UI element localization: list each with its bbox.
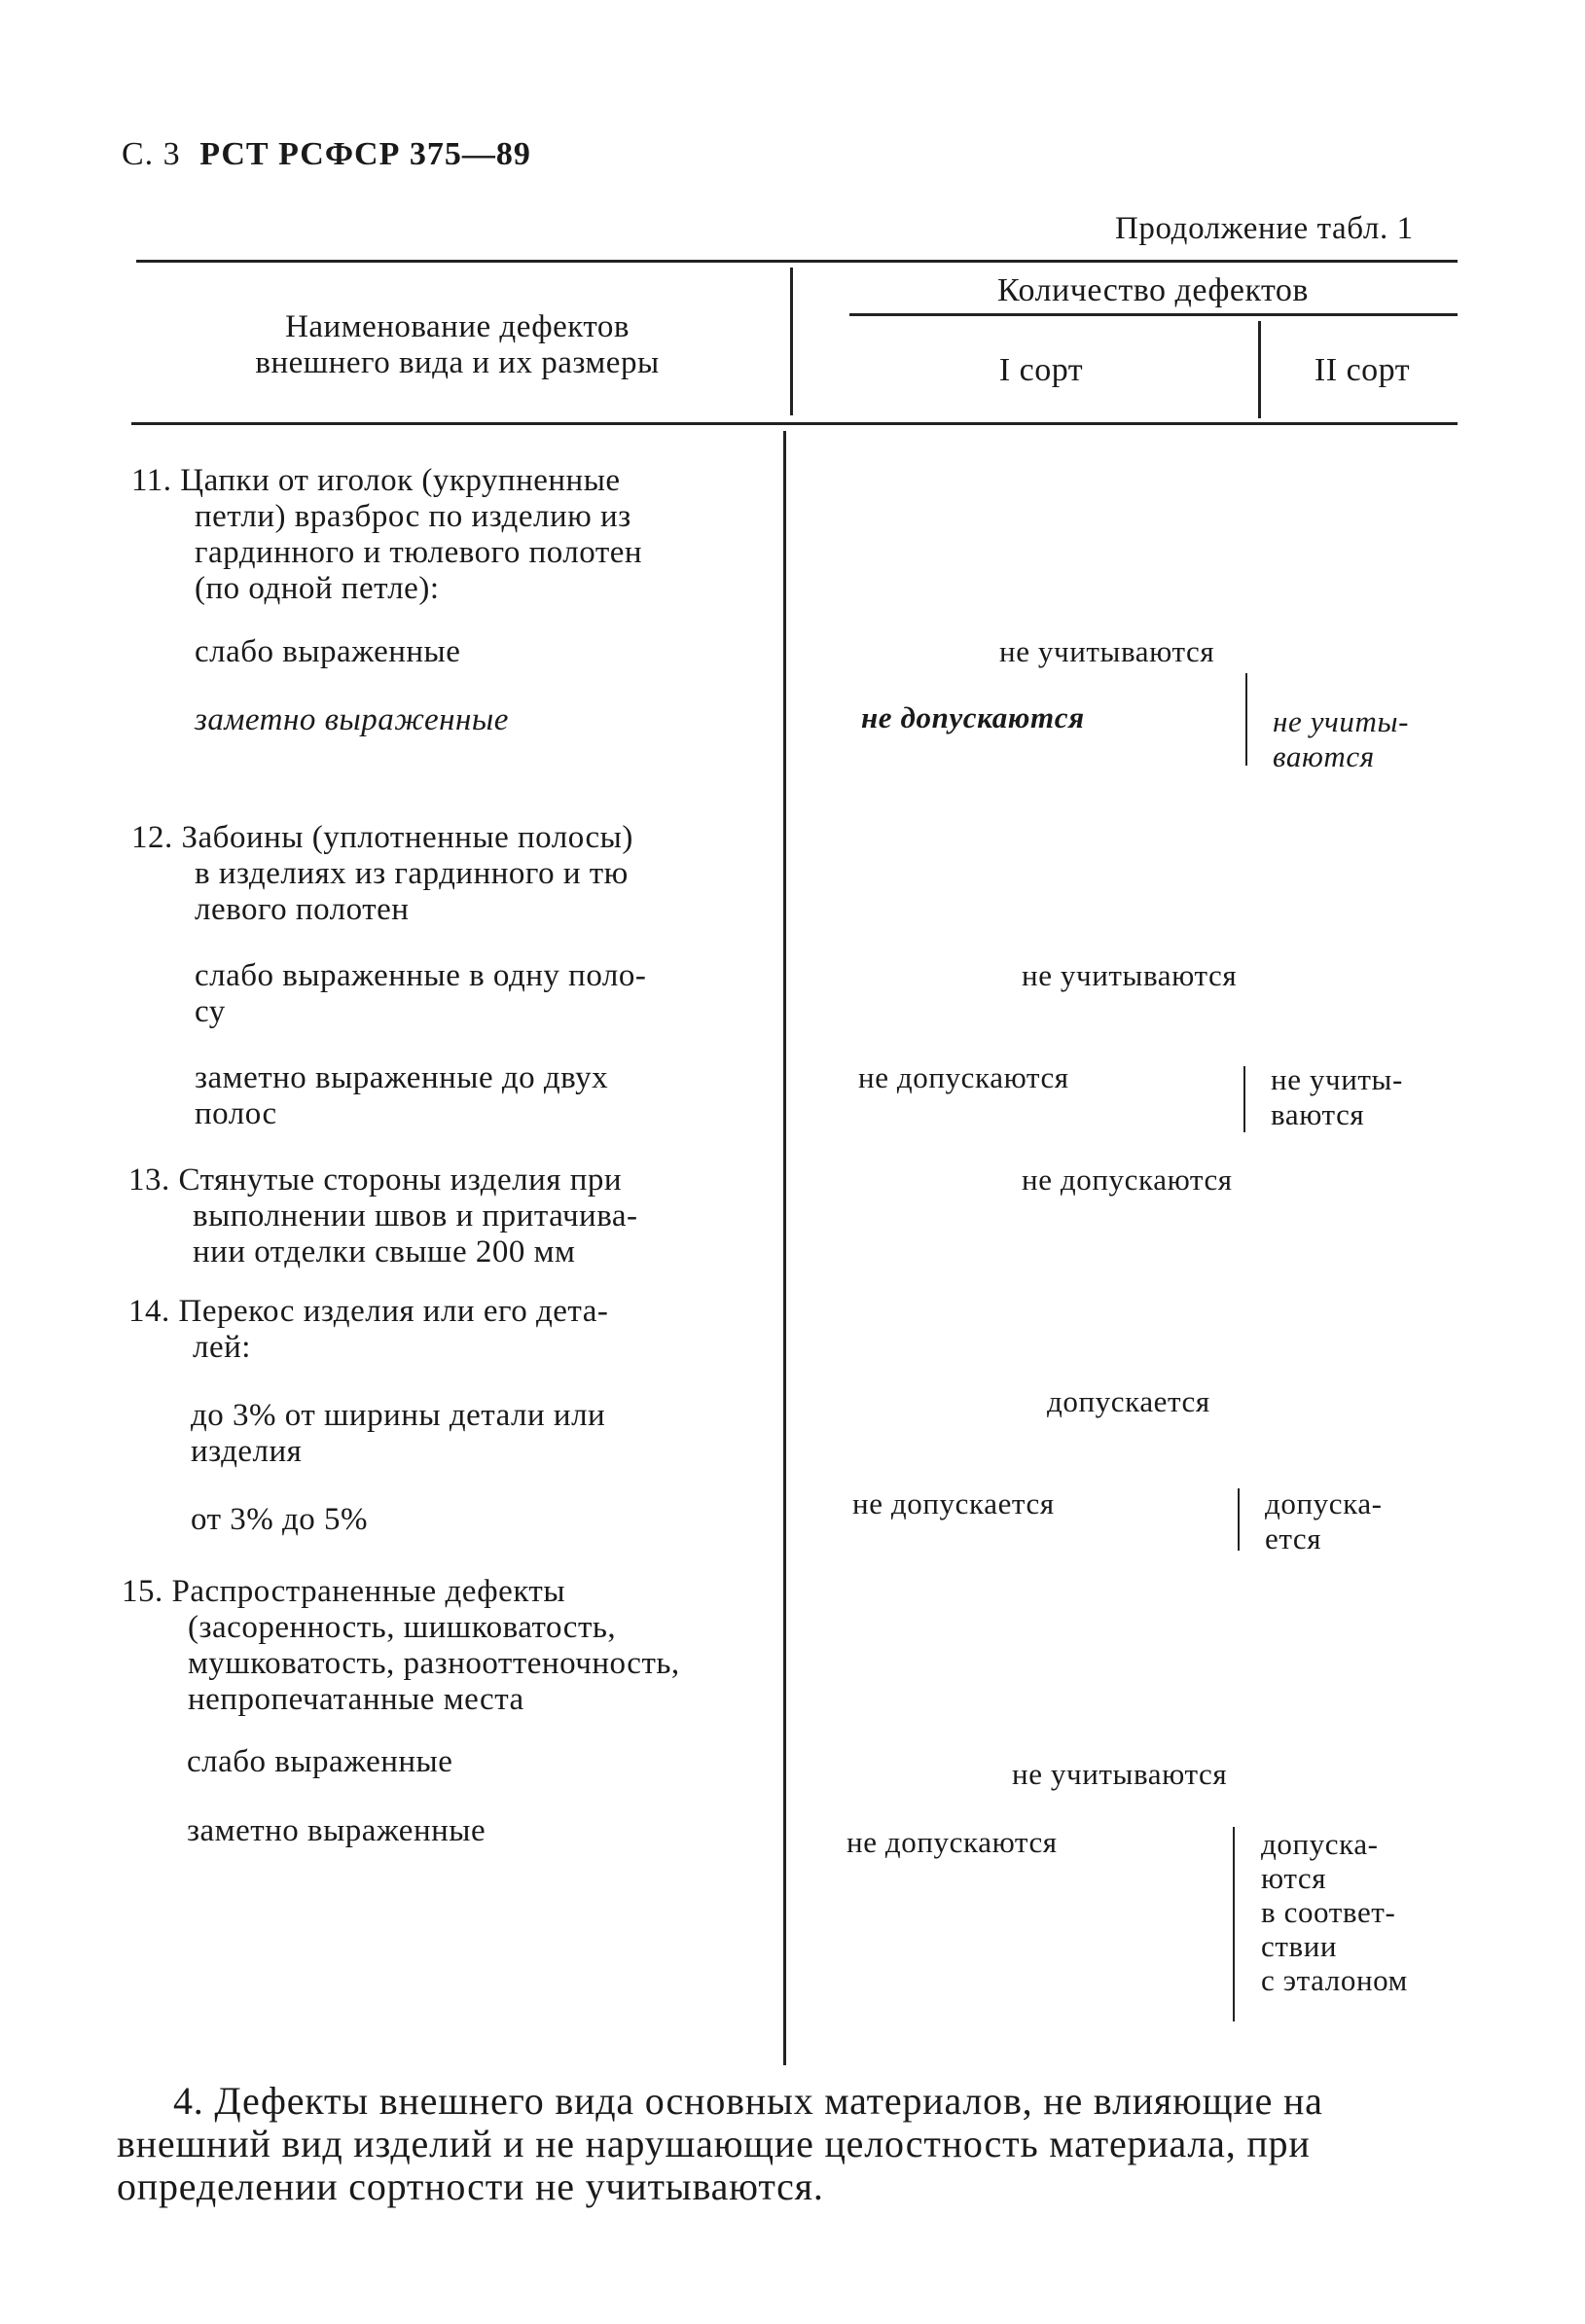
item-15-line-1: 15. Распространенные дефекты <box>122 1574 566 1609</box>
item-12-line-1: 12. Забоины (уплотненные полосы) <box>131 820 633 855</box>
header-bottom-rule <box>131 422 1458 425</box>
item-14a-line-2: изделия <box>191 1434 303 1469</box>
item-15b-grade-divider <box>1233 1827 1235 2021</box>
item-12b-value-grade1: не допускаются <box>858 1060 1069 1094</box>
item-13-title <box>128 1162 638 1270</box>
header-grade-divider <box>1258 321 1261 418</box>
item-14-line-2: лей: <box>193 1330 251 1365</box>
header-grade-2: II сорт <box>1314 352 1411 388</box>
item-13-value-both: не допускаются <box>1022 1162 1233 1197</box>
item-15b-grade2-line-3: в соответ- <box>1261 1895 1396 1929</box>
item-15-title <box>122 1574 680 1718</box>
header-grade-1: I сорт <box>998 352 1084 388</box>
item-14a-value-both: допускается <box>1047 1384 1210 1418</box>
header-column-divider <box>790 268 793 415</box>
item-11b-value-grade2 <box>1273 704 1409 774</box>
item-11b-grade2-line-2: ваются <box>1273 739 1375 773</box>
item-12b-line-1: заметно выраженные до двух <box>195 1060 609 1095</box>
item-14-line-1: 14. Перекос изделия или его дета- <box>128 1294 609 1329</box>
item-14a-label <box>191 1398 605 1470</box>
item-14b-grade2-line-1: допуска- <box>1265 1486 1383 1520</box>
item-14-title <box>128 1294 608 1366</box>
item-12-line-3: левого полотен <box>195 892 410 927</box>
paragraph-4 <box>117 2080 1455 2208</box>
item-14a-line-1: до 3% от ширины детали или <box>191 1398 606 1433</box>
item-12b-grade2-line-2: ваются <box>1271 1097 1365 1131</box>
item-15-line-4: непропечатанные места <box>188 1682 524 1717</box>
item-11b-grade-divider <box>1245 673 1247 766</box>
header-count-column: Количество дефектов <box>997 272 1309 308</box>
header-name-line-1: Наименование дефектов <box>285 309 630 344</box>
count-header-rule <box>849 313 1458 316</box>
header-name-line-2: внешнего вида и их размеры <box>255 345 660 380</box>
item-15a-value-both: не учитываются <box>1012 1757 1228 1791</box>
item-12a-value-both: не учитываются <box>1022 958 1238 992</box>
item-13-line-3: нии отделки свыше 200 мм <box>193 1234 576 1269</box>
table-top-rule <box>136 260 1458 263</box>
item-12a-line-2: су <box>195 994 226 1029</box>
body-column-divider <box>783 431 786 2065</box>
item-15b-value-grade1: не допускаются <box>847 1825 1058 1859</box>
item-11b-label: заметно выраженные <box>195 702 509 737</box>
item-11a-label: слабо выраженные <box>195 634 461 669</box>
page-label: С. 3 <box>122 136 181 172</box>
item-14b-value-grade2 <box>1265 1486 1383 1556</box>
item-15-line-2: (засоренность, шишковатость, <box>188 1610 617 1645</box>
item-12b-line-2: полос <box>195 1096 277 1131</box>
item-12b-value-grade2 <box>1271 1062 1403 1132</box>
header-name-column <box>165 309 749 381</box>
item-15b-grade2-line-5: с эталоном <box>1261 1963 1408 1997</box>
page-header <box>122 136 531 173</box>
item-12b-label <box>195 1060 608 1132</box>
item-11b-value-grade1: не допускаются <box>861 700 1085 734</box>
item-15b-grade2-line-2: ются <box>1261 1861 1327 1895</box>
item-12-title <box>131 820 633 928</box>
item-11-line-4: (по одной петле): <box>195 571 440 606</box>
item-11-line-1: 11. Цапки от иголок (укрупненные <box>131 463 621 498</box>
item-14b-grade2-line-2: ется <box>1265 1521 1322 1555</box>
item-12a-line-1: слабо выраженные в одну поло- <box>195 958 647 993</box>
table-continuation-label: Продолжение табл. 1 <box>1115 211 1414 246</box>
item-11-line-3: гардинного и тюлевого полотен <box>195 535 643 570</box>
item-12-line-2: в изделиях из гардинного и тю <box>195 856 629 891</box>
item-13-line-1: 13. Стянутые стороны изделия при <box>128 1162 623 1198</box>
document-code: РСТ РСФСР 375—89 <box>199 136 531 172</box>
item-11-line-2: петли) вразброс по изделию из <box>195 499 631 534</box>
paragraph-4-text: 4. Дефекты внешнего вида основных материалов, не влияющие на внешний вид изделий и не нарушающие целостность материала, при определении сортности не учитываются. <box>117 2079 1323 2208</box>
item-14b-grade-divider <box>1238 1488 1240 1551</box>
item-15b-value-grade2 <box>1261 1827 1408 1997</box>
item-15a-label: слабо выраженные <box>187 1744 453 1779</box>
item-14b-value-grade1: не допускается <box>852 1486 1055 1520</box>
item-14b-label: от 3% до 5% <box>191 1502 369 1537</box>
item-13-line-2: выполнении швов и притачива- <box>193 1198 638 1234</box>
item-11b-grade2-line-1: не учиты- <box>1273 704 1410 738</box>
item-12b-grade-divider <box>1243 1066 1245 1132</box>
item-12b-grade2-line-1: не учиты- <box>1271 1062 1403 1096</box>
item-15b-label: заметно выраженные <box>187 1813 486 1848</box>
item-11-title <box>131 463 642 607</box>
item-15b-grade2-line-1: допуска- <box>1261 1827 1379 1861</box>
item-11a-value-both: не учитываются <box>999 634 1215 668</box>
item-15b-grade2-line-4: ствии <box>1261 1929 1338 1963</box>
item-15-line-3: мушковатость, разнооттеночность, <box>188 1646 680 1681</box>
item-12a-label <box>195 958 646 1030</box>
